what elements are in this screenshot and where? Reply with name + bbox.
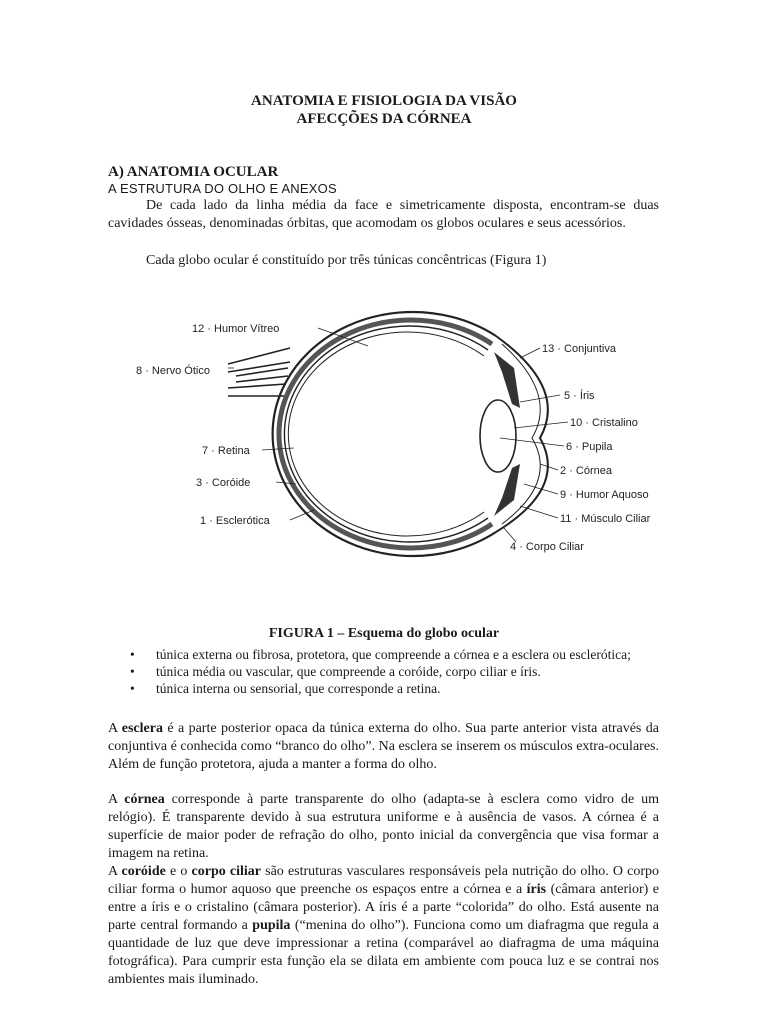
term-esclera: esclera xyxy=(121,721,163,736)
optic-nerve xyxy=(228,348,290,396)
label-crystalline-lens: 10 · Cristalino xyxy=(570,417,638,429)
label-cornea: 2 · Córnea xyxy=(560,465,612,477)
figure-caption: FIGURA 1 – Esquema do globo ocular xyxy=(268,626,500,641)
section-heading: A) ANATOMIA OCULAR xyxy=(108,164,279,180)
label-optic-nerve: 8 · Nervo Ótico xyxy=(136,365,210,377)
label-retina: 7 · Retina xyxy=(202,445,250,457)
label-iris: 5 · Íris xyxy=(564,390,595,402)
list-item: • túnica média ou vascular, que compreende a coróide, corpo ciliar e íris. xyxy=(130,664,541,679)
label-sclera: 1 · Esclerótica xyxy=(200,515,270,527)
term-pupila: pupila xyxy=(252,918,291,933)
document-subtitle: AFECÇÕES DA CÓRNEA xyxy=(296,111,472,127)
paragraph-tunics-intro: Cada globo ocular é constituído por três túnicas concêntricas (Figura 1) xyxy=(146,253,547,268)
bullet-marker: • xyxy=(130,647,135,662)
paragraph-sclera: A esclera é a parte posterior opaca da túnica externa do olho. Sua parte anterior vista através da conjuntiva é conhecida como “branco do olho”. Na esclera se inserem os músculos extra-oculares. Além de função protetora, ajuda a manter a forma do olho. xyxy=(108,721,659,772)
bullet-marker: • xyxy=(130,681,135,696)
paragraph-choroid-ciliary: A coróide e o corpo ciliar são estruturas vasculares responsáveis pela nutrição do olho. O corpo ciliar forma o humor aquoso que preenche os espaços entre a córnea e a íris (câmara anterior) e entre a íris e o cristalino (câmara posterior). A íris é a parte “colorida” do olho. Está ausente na parte central formando a pupila (“menina do olho”). Funciona como um diafragma que regula a quantidade de luz que deve impressionar a retina (comparável ao diafragma de uma máquina fotográfica). Para cumprir esta função ela se dilata em ambiente com pouca luz e se contrai nos ambientes mais iluminado. xyxy=(108,864,660,987)
paragraph-orbits: De cada lado da linha média da face e simetricamente disposta, encontram-se duas cavidades ósseas, denominadas órbitas, que acomodam os globos oculares e seus acessórios. xyxy=(108,198,659,231)
list-item: • túnica interna ou sensorial, que corresponde a retina. xyxy=(130,681,441,696)
label-conjunctiva: 13 · Conjuntiva xyxy=(542,343,616,355)
list-item: • túnica externa ou fibrosa, protetora, que compreende a córnea e a esclera ou esclerótica; xyxy=(130,647,631,662)
tunics-list xyxy=(130,646,660,697)
paragraph-cornea: A córnea corresponde à parte transparente do olho (adapta-se à esclera como vidro de um relógio). É transparente devido à sua estrutura uniforme e à ausência de vasos. A córnea é a superfície de maior poder de refração do olho, ponto inicial da convergência que visa formar a imagem na retina. xyxy=(108,792,659,861)
label-vitreous: 12 · Humor Vítreo xyxy=(192,323,280,335)
term-corpo-ciliar: corpo ciliar xyxy=(191,864,261,879)
label-choroid: 3 · Coróide xyxy=(196,477,251,489)
label-ciliary-muscle: 11 · Músculo Ciliar xyxy=(560,513,651,525)
term-iris: íris xyxy=(526,882,547,897)
document-title: ANATOMIA E FISIOLOGIA DA VISÃO xyxy=(251,93,517,109)
label-aqueous-humor: 9 · Humor Aquoso xyxy=(560,489,649,501)
label-ciliary-body: 4 · Corpo Ciliar xyxy=(510,541,584,553)
term-coroide: coróide xyxy=(121,864,166,879)
eyeball-layers xyxy=(273,312,496,556)
bullet-marker: • xyxy=(130,664,135,679)
section-subheading: A ESTRUTURA DO OLHO E ANEXOS xyxy=(108,181,337,196)
lens-shape xyxy=(480,400,516,472)
term-cornea: córnea xyxy=(124,792,165,807)
label-pupil: 6 · Pupila xyxy=(566,441,613,453)
eye-diagram xyxy=(128,288,668,588)
